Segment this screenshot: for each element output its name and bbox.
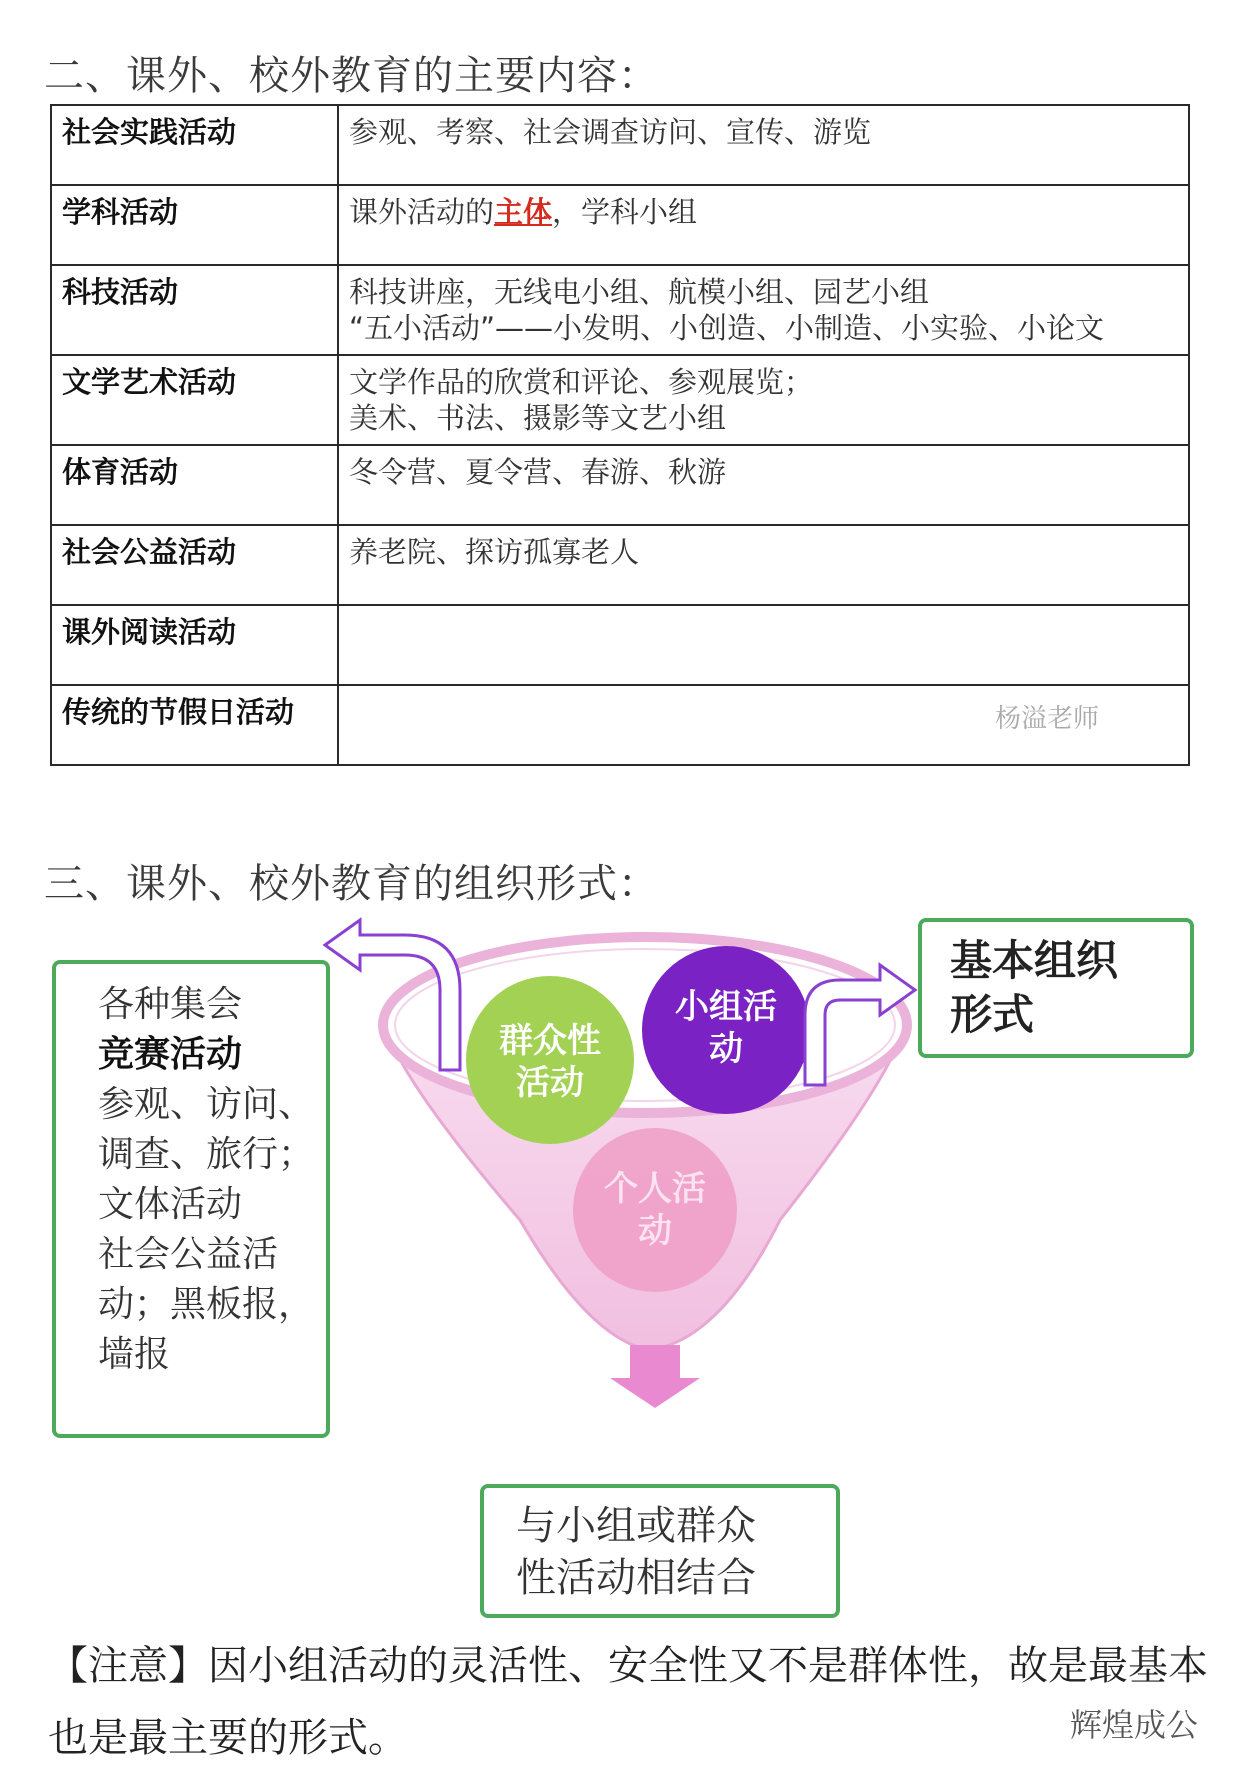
row-desc: 文学作品的欣赏和评论、参观展览； 美术、书法、摄影等文艺小组 (338, 355, 1189, 445)
bottom-scroll (480, 1484, 840, 1618)
arrow-down-icon (610, 1345, 700, 1408)
row-desc: 参观、考察、社会调查访问、宣传、游览 (338, 105, 1189, 185)
section2-title: 二、课外、校外教育的主要内容： (44, 53, 659, 99)
right-scroll (918, 918, 1194, 1058)
bottom-scroll-text: 与小组或群众 性活动相结合 (516, 1503, 756, 1601)
highlight-text: 主体 (494, 195, 553, 229)
individual-activity-label: 个人活 动 (604, 1169, 706, 1251)
row-desc: 课外活动的主体，学科小组 (338, 185, 1189, 265)
left-scroll-text: 各种集会 竞赛活动 参观、访问、 调查、旅行； 文体活动 社会公益活 动；黑板报， 墙报 (98, 984, 315, 1375)
left-scroll (52, 960, 330, 1438)
watermark-teacher: 杨溢老师 (995, 704, 1100, 734)
group-activity-label: 小组活 动 (675, 987, 777, 1069)
row-name: 社会公益活动 (51, 525, 338, 605)
row-desc: 科技讲座，无线电小组、航模小组、园艺小组 “五小活动”——小发明、小创造、小制造、小实验、小论文 (338, 265, 1189, 355)
section3-title: 三、课外、校外教育的组织形式： (44, 861, 659, 907)
watermark-brand: 辉煌成公 (1070, 1706, 1199, 1744)
mass-activity-label: 群众性 活动 (499, 1021, 601, 1103)
right-scroll-text: 基本组织 形式 (950, 936, 1119, 1039)
note-text: 【注意】因小组活动的灵活性、安全性又不是群体性，故是最基本也是最主要的形式。 (48, 1643, 1208, 1761)
row-name: 传统的节假日活动 (51, 685, 338, 765)
row-name: 社会实践活动 (51, 105, 338, 185)
row-name: 体育活动 (51, 445, 338, 525)
row-name: 文学艺术活动 (51, 355, 338, 445)
row-name: 课外阅读活动 (51, 605, 338, 685)
row-desc: 养老院、探访孤寡老人 (338, 525, 1189, 605)
row-desc: 冬令营、夏令营、春游、秋游 (338, 445, 1189, 525)
row-name: 科技活动 (51, 265, 338, 355)
row-name: 学科活动 (51, 185, 338, 265)
